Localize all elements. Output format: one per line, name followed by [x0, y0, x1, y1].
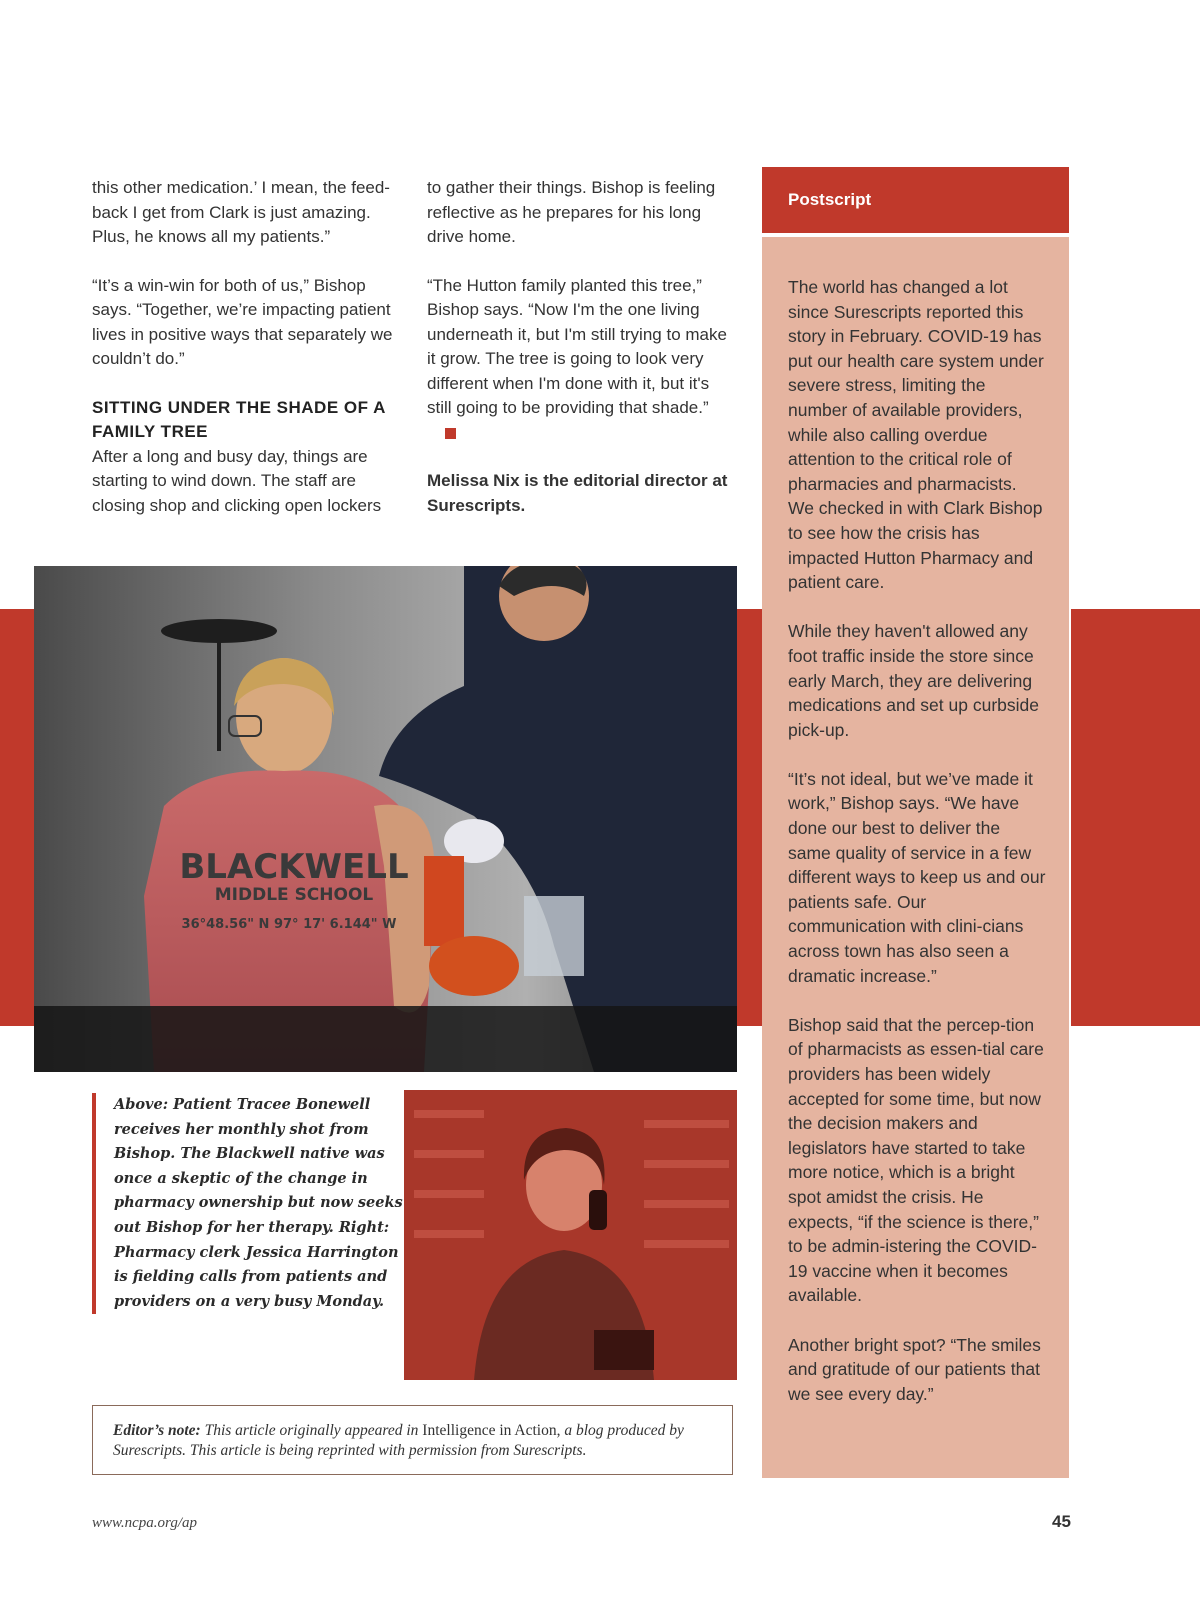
patient-injection-photo — [34, 566, 737, 1072]
editors-note-text-a: This article originally appeared in — [204, 1422, 419, 1439]
red-band-right — [1071, 609, 1200, 1026]
column2-paragraph-1: to gather their things. Bishop is feeling reflective as he prepares for his long drive home. — [427, 178, 716, 246]
patient-injection-illustration — [34, 566, 737, 1072]
page-number: 45 — [1052, 1512, 1071, 1531]
article-column-1 — [92, 176, 402, 542]
postscript-paragraph-2: While they haven't allowed any foot traffic inside the store since early March, they are delivering medications and set up curbside pick-up. — [788, 621, 1039, 740]
editors-note-publication: Intelligence in Action, — [422, 1422, 561, 1439]
section-subhead: SITTING UNDER THE SHADE OF A FAMILY TREE — [92, 397, 386, 441]
editors-note-box — [92, 1405, 733, 1475]
postscript-paragraph-4: Bishop said that the percep-tion of pharmacists as essen-tial care providers has been widely accepted for some time, but now the decision makers and legislators have started to take more notice, which is a bright spot amidst the crisis. He expects, “if the science is there,” to be admin-istering the COVID-19 vaccine when it becomes available. — [788, 1014, 1044, 1306]
editors-note-text-b: a blog produced by Surescripts. This article is being reprinted with permission from Surescripts. — [113, 1422, 684, 1459]
postscript-paragraph-1: The world has changed a lot since Surescripts reported this story in February. COVID-19 has put our health care system under severe stress, limiting the number of available providers, while also calling overdue attention to the critical role of pharmacies and pharmacists. We checked in with Clark Bishop to see how the crisis has impacted Hutton Pharmacy and patient care. — [788, 277, 1044, 593]
pharmacy-clerk-photo — [404, 1090, 737, 1380]
footer-url[interactable]: www.ncpa.org/ap — [92, 1515, 198, 1531]
column2-paragraph-2-text: “The Hutton family planted this tree,” Bishop says. “Now I'm the one living underneath it, but I'm still trying to make it grow. The tree is going to look very different when I'm done with it, but it's still going to be providing that shade.” — [427, 275, 727, 417]
pharmacy-clerk-illustration — [404, 1090, 737, 1380]
editors-note-label: Editor’s note: — [113, 1422, 201, 1439]
column2-paragraph-2 — [427, 274, 732, 446]
photo-caption: Above: Patient Tracee Bonewell receives her monthly shot from Bishop. The Blackwell native was once a skeptic of the change in pharmacy ownership but now seeks out Bishop for her therapy. Right: Pharmacy clerk Jessica Harrington is fielding calls from patients and providers on a very busy Monday. — [92, 1093, 404, 1314]
end-of-article-mark — [445, 428, 456, 439]
article-column-2 — [427, 176, 732, 542]
shirt-text-line-3: 36°48.56" N 97° 17' 6.144" W — [181, 917, 397, 932]
postscript-paragraph-5: Another bright spot? “The smiles and gratitude of our patients that we see every day.” — [788, 1334, 1041, 1404]
postscript-header — [762, 167, 1069, 233]
author-byline: Melissa Nix is the editorial director at Surescripts. — [427, 471, 728, 515]
postscript-body — [762, 237, 1069, 1478]
column1-paragraph-2: “It’s a win-win for both of us,” Bishop says. “Together, we’re impacting patient lives in positive ways that separately we couldn’t do.” — [92, 275, 393, 368]
postscript-paragraph-3: “It’s not ideal, but we’ve made it work,” Bishop says. “We have done our best to deliver the same quality of service in a few different ways to keep us and our patients safe. Our communication with clini-cians across town has also seen a dramatic increase.” — [788, 768, 1046, 986]
column1-paragraph-3: After a long and busy day, things are starting to wind down. The staff are closing shop and clicking open lockers — [92, 446, 382, 515]
shirt-text-line-1: BLACKWELL — [179, 847, 409, 887]
postscript-title: Postscript — [788, 190, 872, 209]
shirt-text-line-2: MIDDLE SCHOOL — [214, 885, 374, 905]
column1-paragraph-1: this other medication.’ I mean, the feed-back I get from Clark is just amazing. Plus, he knows all my patients.” — [92, 178, 390, 246]
